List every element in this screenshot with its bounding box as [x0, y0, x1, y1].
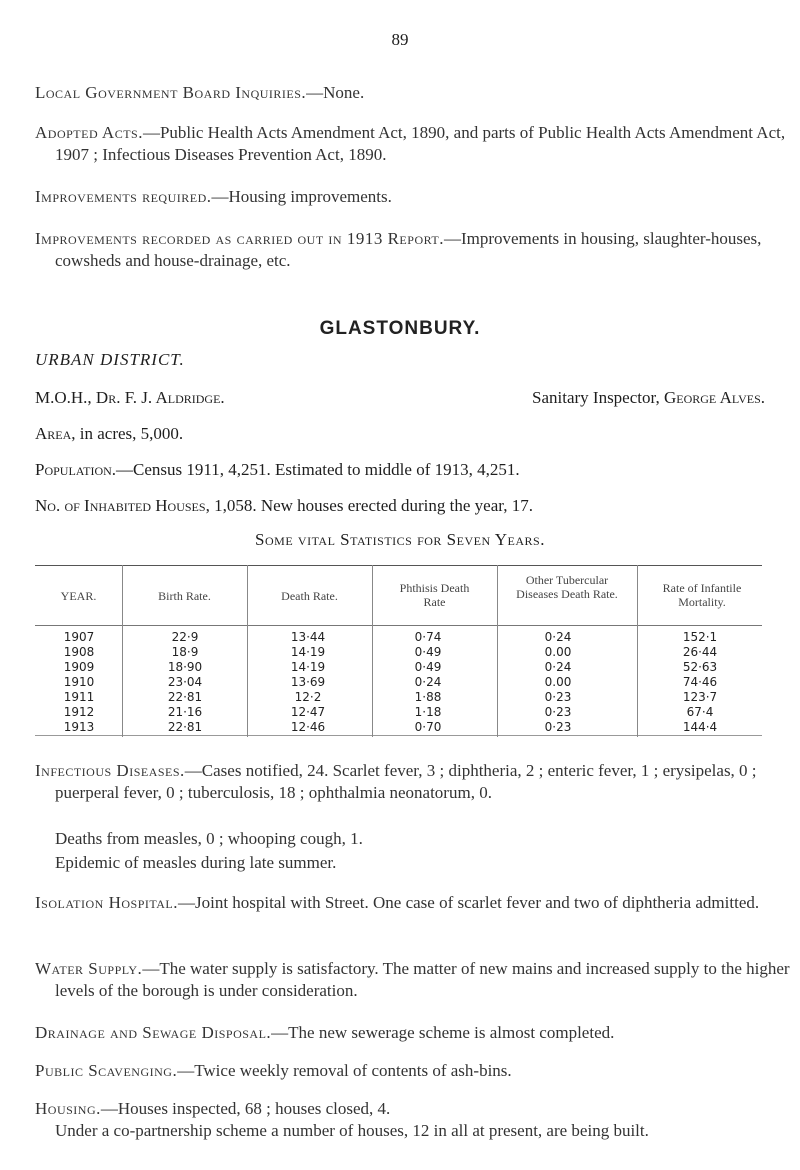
infectious-diseases	[35, 760, 790, 804]
population-lead: Population.	[35, 460, 117, 479]
col-header-birth-rate: Birth Rate.	[158, 589, 211, 603]
drainage-lead: Drainage and Sewage Disposal.	[35, 1023, 272, 1042]
cell-birth-rate: 22·9	[171, 630, 199, 644]
population-text: —Census 1911, 4,251. Estimated to middle of 1913, 4,251.	[116, 460, 520, 479]
col-header-other-tubercular: Other Tubercular Diseases Death Rate.	[516, 573, 618, 601]
isolation-hospital	[35, 892, 790, 914]
isolation-hospital-text: —Joint hospital with Street. One case of scarlet fever and two of diphtheria admitted.	[177, 893, 760, 912]
lgb-inquiries-lead: Local Government Board Inquiries.	[35, 83, 307, 102]
improvements-required-text: —Housing improvements.	[211, 187, 392, 206]
scavenging	[35, 1060, 770, 1082]
cell-other-tubercular: 0.00	[544, 645, 572, 659]
houses-lead: No. of Inhabited Houses	[35, 496, 206, 515]
table-top-rule	[35, 565, 762, 566]
cell-infantile: 123·7	[682, 690, 718, 704]
cell-other-tubercular: 0·24	[544, 660, 572, 674]
improvements-required-lead: Improvements required.	[35, 187, 212, 206]
scavenging-text: —Twice weekly removal of contents of ash-bins.	[177, 1061, 512, 1080]
epidemic-line: Epidemic of measles during late summer.	[55, 853, 337, 872]
cell-year: 1910	[63, 675, 95, 689]
cell-infantile: 26·44	[682, 645, 718, 659]
cell-year: 1912	[63, 705, 95, 719]
cell-phthisis: 0·74	[414, 630, 442, 644]
water-supply-text: —The water supply is satisfactory. The matter of new mains and increased supply to the higher levels of the borough is under consideration.	[55, 959, 790, 1000]
col-header-death-rate: Death Rate.	[281, 589, 338, 603]
cell-year: 1908	[63, 645, 95, 659]
water-supply-lead: Water Supply.	[35, 959, 143, 978]
cell-death-rate: 13·44	[290, 630, 326, 644]
cell-phthisis: 1·18	[414, 705, 442, 719]
inspector-label: Sanitary Inspector,	[532, 388, 664, 407]
lgb-inquiries	[35, 82, 770, 104]
improvements-required	[35, 186, 770, 208]
housing-lead: Housing.	[35, 1099, 101, 1118]
housing	[35, 1098, 770, 1120]
cell-infantile: 67·4	[686, 705, 714, 719]
cell-death-rate: 12·2	[294, 690, 322, 704]
cell-death-rate: 13·69	[290, 675, 326, 689]
cell-birth-rate: 22·81	[167, 720, 203, 734]
town-heading: GLASTONBURY.	[319, 318, 481, 339]
cell-year: 1907	[63, 630, 95, 644]
deaths-line: Deaths from measles, 0 ; whooping cough, 1.	[55, 829, 363, 848]
cell-birth-rate: 18·9	[171, 645, 199, 659]
moh-label: M.O.H.,	[35, 388, 96, 407]
cell-death-rate: 12·46	[290, 720, 326, 734]
cell-other-tubercular: 0.00	[544, 675, 572, 689]
water-supply	[35, 958, 790, 1002]
moh-name: Dr. F. J. Aldridge.	[95, 388, 225, 407]
partnership-line: Under a co-partnership scheme a number of houses, 12 in all at present, are being built.	[55, 1121, 649, 1140]
cell-birth-rate: 22·81	[167, 690, 203, 704]
cell-other-tubercular: 0·24	[544, 630, 572, 644]
cell-birth-rate: 21·16	[167, 705, 203, 719]
infectious-diseases-lead: Infectious Diseases.	[35, 761, 185, 780]
col-header-phthisis: Phthisis Death Rate	[399, 581, 470, 609]
cell-year: 1911	[63, 690, 95, 704]
adopted-acts-lead: Adopted Acts.	[35, 123, 143, 142]
cell-year: 1909	[63, 660, 95, 674]
improvements-recorded-lead: Improvements recorded as carried out in 1913 Report.	[35, 229, 444, 248]
inspector-line	[532, 388, 765, 408]
cell-phthisis: 0·24	[414, 675, 442, 689]
col-header-infantile: Rate of Infantile Mortality.	[662, 581, 742, 609]
isolation-hospital-lead: Isolation Hospital.	[35, 893, 178, 912]
table-title: Some vital Statistics for Seven Years.	[255, 530, 545, 549]
table-bottom-rule	[35, 735, 762, 736]
drainage-text: —The new sewerage scheme is almost completed.	[271, 1023, 615, 1042]
cell-phthisis: 1·88	[414, 690, 442, 704]
cell-infantile: 144·4	[682, 720, 718, 734]
cell-birth-rate: 23·04	[167, 675, 203, 689]
cell-phthisis: 0·49	[414, 660, 442, 674]
infectious-diseases-text: —Cases notified, 24. Scarlet fever, 3 ; diphtheria, 2 ; enteric fever, 1 ; erysipelas, 0 ; puerperal fever, 0 ; tuberculosis, 18 ; ophthalmia neonatorum, 0.	[55, 761, 757, 802]
cell-other-tubercular: 0·23	[544, 720, 572, 734]
cell-death-rate: 14·19	[290, 645, 326, 659]
inspector-name: George Alves.	[663, 388, 765, 407]
cell-phthisis: 0·49	[414, 645, 442, 659]
district-heading: URBAN DISTRICT.	[35, 350, 185, 369]
page-number: 89	[391, 30, 409, 49]
table-header-rule	[35, 625, 762, 626]
moh-line	[35, 388, 225, 408]
cell-birth-rate: 18·90	[167, 660, 203, 674]
cell-death-rate: 12·47	[290, 705, 326, 719]
cell-year: 1913	[63, 720, 95, 734]
cell-phthisis: 0·70	[414, 720, 442, 734]
lgb-inquiries-text: —None.	[306, 83, 365, 102]
housing-text: —Houses inspected, 68 ; houses closed, 4.	[100, 1099, 391, 1118]
adopted-acts	[35, 122, 790, 166]
area-line	[35, 424, 183, 444]
cell-other-tubercular: 0·23	[544, 690, 572, 704]
scavenging-lead: Public Scavenging.	[35, 1061, 178, 1080]
cell-infantile: 74·46	[682, 675, 718, 689]
cell-death-rate: 14·19	[290, 660, 326, 674]
improvements-recorded	[35, 228, 790, 272]
area-lead: Area	[35, 424, 72, 443]
cell-infantile: 152·1	[682, 630, 718, 644]
area-text: , in acres, 5,000.	[71, 424, 184, 443]
cell-infantile: 52·63	[682, 660, 718, 674]
improvements-recorded-text: —Improvements in housing, slaughter-houses, cowsheds and house-drainage, etc.	[55, 229, 762, 270]
drainage	[35, 1022, 770, 1044]
houses-text: , 1,058. New houses erected during the year, 17.	[205, 496, 533, 515]
adopted-acts-text: —Public Health Acts Amendment Act, 1890, and parts of Public Health Acts Amendment Act, 1907 ; Infectious Diseases Prevention Act, 1890.	[55, 123, 786, 164]
col-header-year: YEAR.	[60, 589, 97, 603]
cell-other-tubercular: 0·23	[544, 705, 572, 719]
houses-line	[35, 496, 533, 516]
population-line	[35, 460, 520, 480]
